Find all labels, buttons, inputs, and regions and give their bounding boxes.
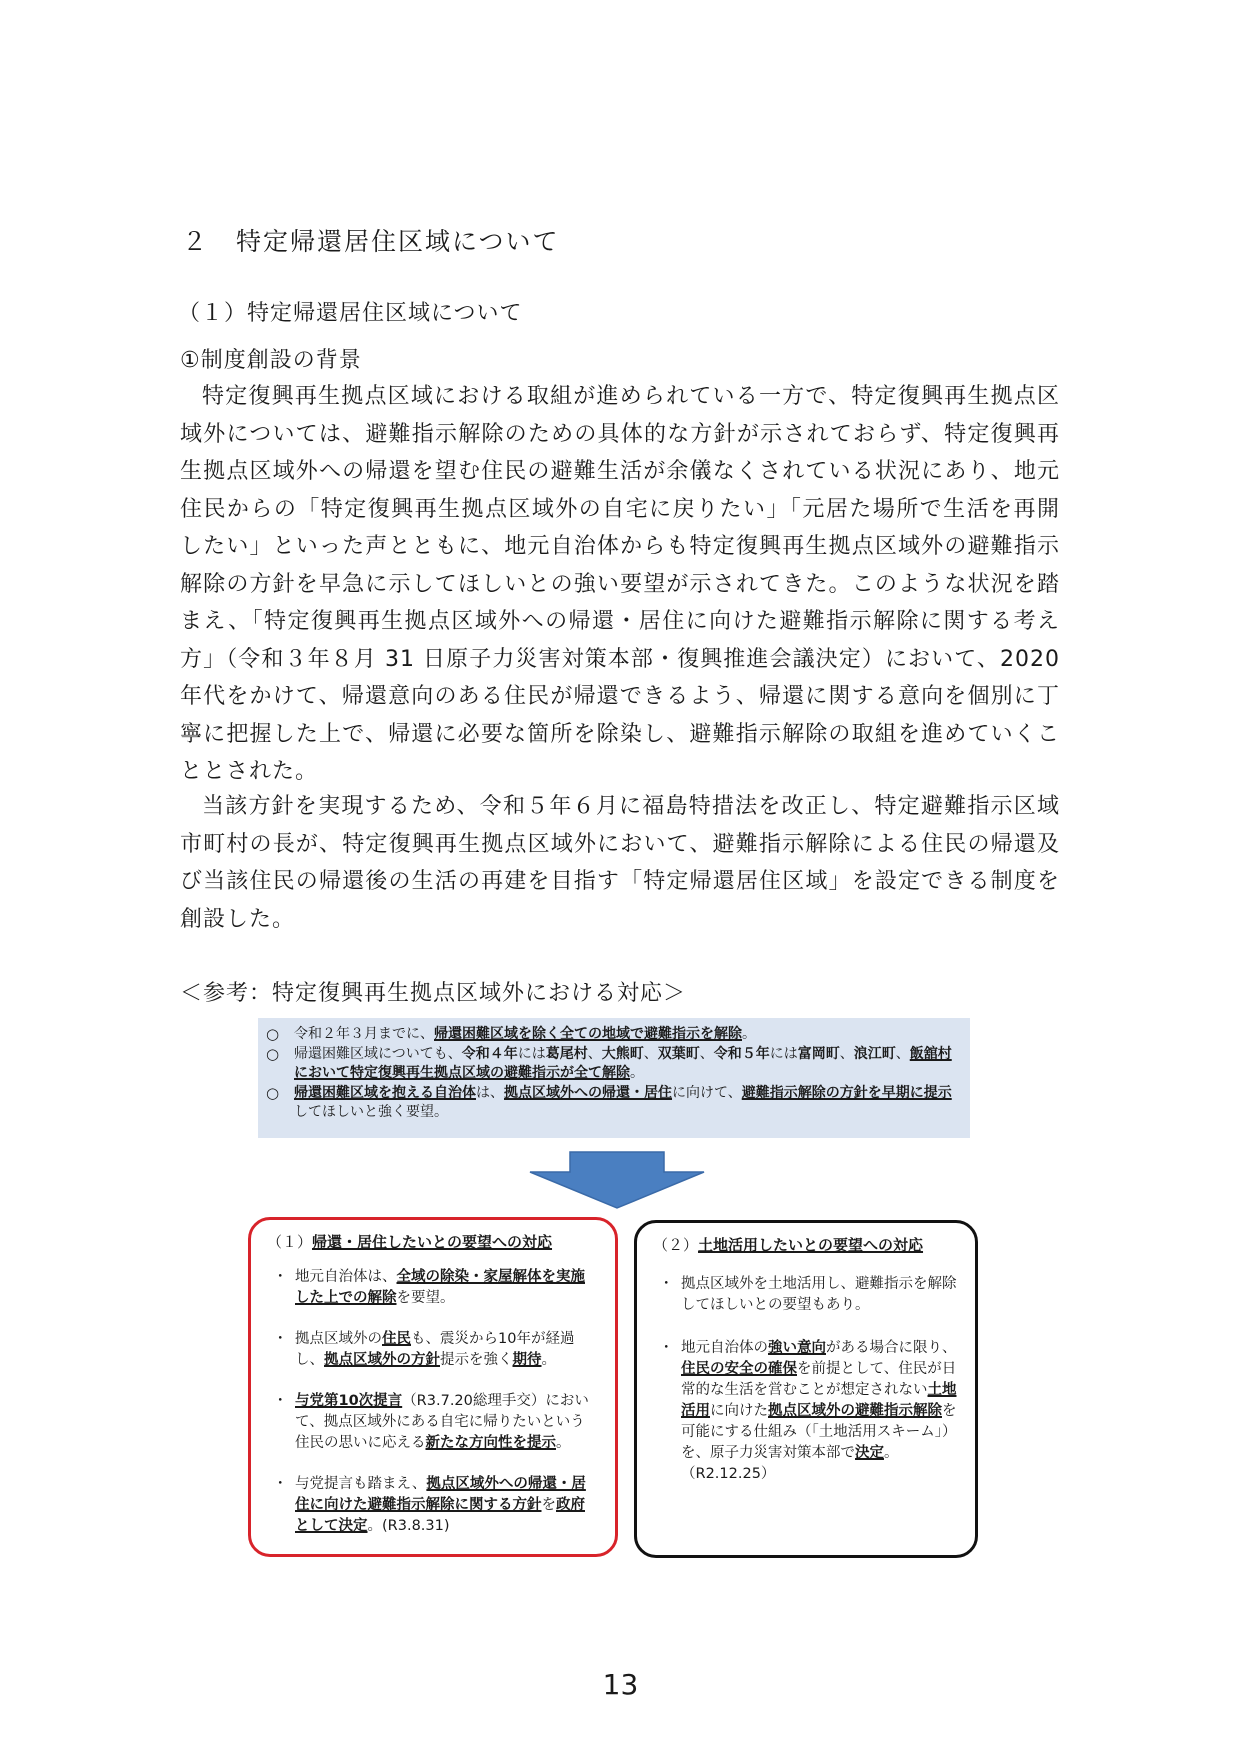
circle-bullet-icon: ○ <box>266 1025 280 1043</box>
summary-bullet-text: 令和２年３月までに、帰還困難区域を除く全ての地域で避難指示を解除。 <box>294 1026 756 1042</box>
panel-bullet: ・ 与党第10次提言（R3.7.20総理手交）において、拠点区域外にある自宅に帰りたいという住民の思いに応える新たな方向性を提示。 <box>273 1393 589 1451</box>
down-arrow-icon <box>522 1150 712 1210</box>
section-heading: ２ 特定帰還居住区域について <box>182 227 560 256</box>
panel-title: （１）帰還・居住したいとの要望への対応 <box>267 1233 553 1251</box>
background-heading: ①制度創設の背景 <box>180 348 362 373</box>
panel-land-use <box>634 1220 978 1558</box>
reference-caption: ＜参考：特定復興再生拠点区域外における対応＞ <box>180 981 687 1006</box>
circle-bullet-icon: ○ <box>266 1084 280 1102</box>
summary-bullet <box>266 1045 960 1083</box>
summary-bullet <box>266 1084 960 1122</box>
panel-bullet: ・ 地元自治体の強い意向がある場合に限り、住民の安全の確保を前提として、住民が日常的な生活を営むことが想定されない土地活用に向けた拠点区域外の避難指示解除を可能にする仕組み（「土地活用スキーム」）を、原子力災害対策本部で決定。 （R2.12.25） <box>659 1340 957 1482</box>
panel-title: （２）土地活用したいとの要望への対応 <box>653 1236 924 1254</box>
page-number: 13 <box>602 1668 639 1701</box>
panel-return-residence <box>248 1217 618 1557</box>
summary-bullet-text: 帰還困難区域についても、令和４年には葛尾村、大熊町、双葉町、令和５年には富岡町、浪江町、飯舘村において特定復興再生拠点区域の避難指示が全て解除。 <box>294 1046 952 1081</box>
panel-bullet: ・ 地元自治体は、全域の除染・家屋解体を実施した上での解除を要望。 <box>273 1269 585 1306</box>
panel-bullet: ・ 拠点区域外の住民も、震災から10年が経過し、拠点区域外の方針提示を強く期待。 <box>273 1331 575 1368</box>
body-paragraph-2: 当該方針を実現するため、令和５年６月に福島特措法を改正し、特定避難指示区域市町村の長が、特定復興再生拠点区域外において、避難指示解除による住民の帰還及び当該住民の帰還後の生活の再建を目指す「特定帰還居住区域」を設定できる制度を創設した。 <box>180 794 1060 932</box>
summary-bullet <box>266 1025 960 1044</box>
figure-summary-box <box>258 1018 970 1138</box>
subsection-heading: （１）特定帰還居住区域について <box>178 301 523 326</box>
circle-bullet-icon: ○ <box>266 1045 280 1063</box>
summary-bullet-text: 帰還困難区域を抱える自治体は、拠点区域外への帰還・居住に向けて、避難指示解除の方針を早期に提示してほしいと強く要望。 <box>294 1085 952 1120</box>
panel-bullet: ・ 拠点区域外を土地活用し、避難指示を解除してほしいとの要望もあり。 <box>659 1276 957 1313</box>
body-paragraph-1: 特定復興再生拠点区域における取組が進められている一方で、特定復興再生拠点区域外については、避難指示解除のための具体的な方針が示されておらず、特定復興再生拠点区域外への帰還を望む住民の避難生活が余儀なくされている状況にあり、地元住民からの「特定復興再生拠点区域外の自宅に戻りたい」「元居た場所で生活を再開したい」といった声とともに、地元自治体からも特定復興再生拠点区域外の避難指示解除の方針を早急に示してほしいとの強い要望が示されてきた。このような状況を踏まえ、「特定復興再生拠点区域外への帰還・居住に向けた避難指示解除に関する考え方」（令和３年８月 31 日原子力災害対策本部・復興推進会議決定）において、2020 年代をかけて、帰還意向のある住民が帰還できるよう、帰還に関する意向を個別に丁寧に把握した上で、帰還に必要な箇所を除染し、避難指示解除の取組を進めていくこととされた。 <box>180 384 1060 784</box>
panel-bullet: ・ 与党提言も踏まえ、拠点区域外への帰還・居住に向けた避難指示解除に関する方針を政府として決定。(R3.8.31) <box>273 1476 586 1534</box>
